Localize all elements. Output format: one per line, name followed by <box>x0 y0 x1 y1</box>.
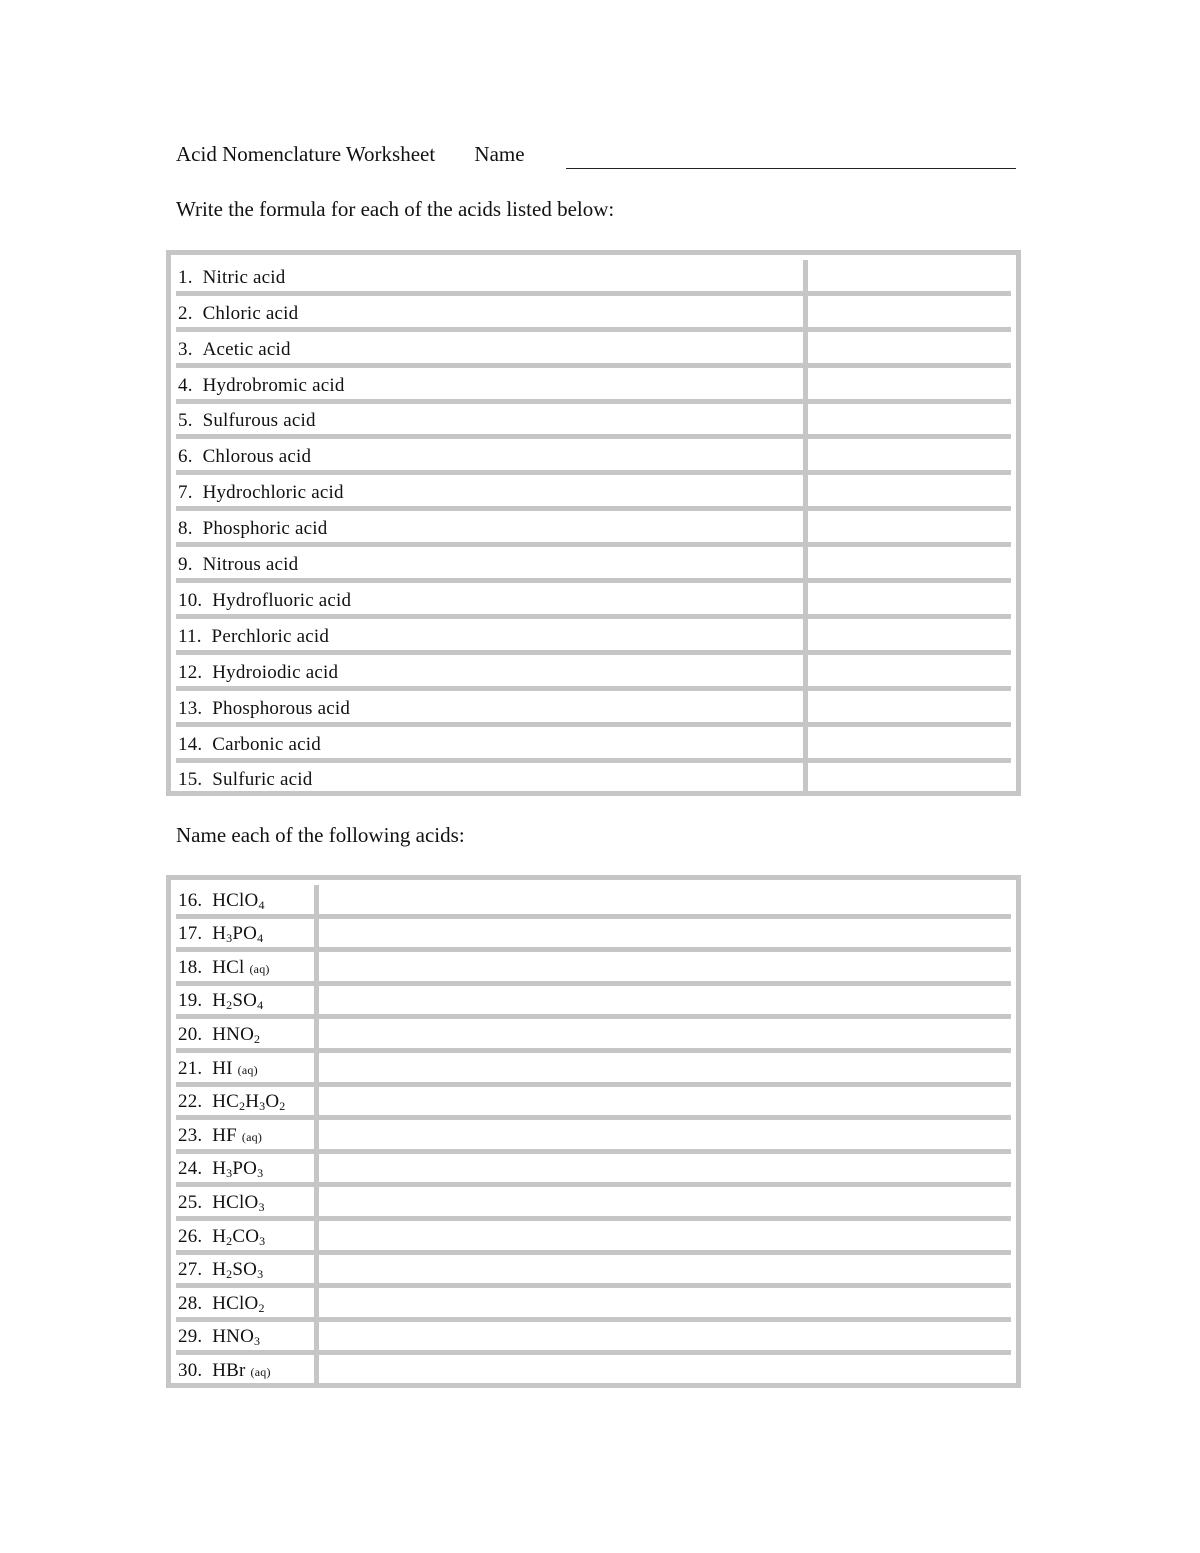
question-label <box>178 1293 265 1315</box>
table-row <box>176 919 1011 953</box>
formula-answer-cell[interactable] <box>808 296 1011 327</box>
acid-name: Sulfurous acid <box>202 410 316 432</box>
acid-formula: $HNO_2$ <box>212 1023 261 1046</box>
acid-name: Nitrous acid <box>202 554 299 576</box>
question-number: 28. <box>178 1292 213 1314</box>
table-row <box>176 1221 1011 1255</box>
question-label <box>178 1091 286 1113</box>
table-row <box>176 1019 1011 1053</box>
acid-formula: $HC_2H_3O_2$ <box>212 1091 286 1114</box>
formula-answer-cell[interactable] <box>808 727 1011 758</box>
acid-name: Nitric acid <box>202 266 286 288</box>
table-row <box>176 1154 1011 1188</box>
acid-name: Hydrofluoric acid <box>212 589 352 611</box>
name-answer-cell[interactable] <box>319 1221 1011 1250</box>
question-label <box>178 1192 265 1214</box>
question-number: 22. <box>178 1091 213 1113</box>
question-label <box>178 446 311 468</box>
table-row <box>176 986 1011 1020</box>
name-answer-cell[interactable] <box>319 1120 1011 1149</box>
section2-instruction: Name each of the following acids: <box>176 823 465 847</box>
table-row <box>176 885 1011 919</box>
table-row <box>176 655 1011 691</box>
question-number: 8. <box>178 518 203 540</box>
formula-answer-cell[interactable] <box>808 763 1011 794</box>
question-number: 20. <box>178 1023 213 1045</box>
name-answer-cell[interactable] <box>319 1355 1011 1384</box>
table-row <box>176 583 1011 619</box>
question-number: 17. <box>178 923 213 945</box>
name-answer-cell[interactable] <box>319 1087 1011 1116</box>
formula-answer-cell[interactable] <box>808 404 1011 435</box>
table-row <box>176 547 1011 583</box>
acid-formula: $H_3PO_3$ <box>212 1158 264 1181</box>
question-number: 11. <box>178 625 212 647</box>
worksheet-title: Acid Nomenclature Worksheet <box>176 142 436 166</box>
question-label <box>178 734 321 756</box>
table-row <box>176 368 1011 404</box>
acid-name: Hydrochloric acid <box>202 482 344 504</box>
table-row <box>176 1053 1011 1087</box>
table-row <box>176 763 1011 799</box>
acid-formula: $HNO_3$ <box>212 1326 261 1349</box>
acid-name: Phosphoric acid <box>202 518 328 540</box>
question-label <box>178 1024 260 1046</box>
question-label <box>178 990 263 1012</box>
question-label <box>178 482 344 504</box>
question-number: 30. <box>178 1359 213 1381</box>
acid-name: Phosphorous acid <box>212 697 351 719</box>
acid-name: Sulfuric acid <box>212 769 313 791</box>
name-answer-cell[interactable] <box>319 1187 1011 1216</box>
question-label <box>178 769 312 791</box>
acid-name: Hydroiodic acid <box>212 661 339 683</box>
question-number: 9. <box>178 554 203 576</box>
table-row <box>176 952 1011 986</box>
question-label <box>178 626 329 648</box>
question-label <box>178 267 285 289</box>
question-number: 7. <box>178 482 203 504</box>
table-row <box>176 1255 1011 1289</box>
question-label <box>178 590 351 612</box>
question-label <box>178 890 265 912</box>
table-row <box>176 260 1011 296</box>
acid-formula: HBr (aq) <box>212 1359 271 1381</box>
table-row <box>176 404 1011 440</box>
question-label <box>178 410 316 432</box>
column-divider <box>314 885 319 1384</box>
question-label <box>178 1360 271 1382</box>
name-table <box>166 875 1021 1388</box>
question-number: 29. <box>178 1326 213 1348</box>
table-row <box>176 332 1011 368</box>
acid-formula: $H_2CO_3$ <box>212 1225 266 1248</box>
question-label <box>178 1326 260 1348</box>
table-row <box>176 511 1011 547</box>
question-number: 19. <box>178 990 213 1012</box>
question-number: 10. <box>178 589 213 611</box>
name-answer-cell[interactable] <box>319 986 1011 1015</box>
table-row <box>176 691 1011 727</box>
formula-table <box>166 250 1021 796</box>
name-answer-cell[interactable] <box>319 919 1011 948</box>
formula-answer-cell[interactable] <box>808 583 1011 614</box>
section1-instruction: Write the formula for each of the acids listed below: <box>176 197 615 221</box>
acid-formula: HI (aq) <box>212 1057 258 1079</box>
question-label <box>178 957 270 979</box>
question-number: 27. <box>178 1259 213 1281</box>
acid-formula: HF (aq) <box>212 1124 263 1146</box>
table-row <box>176 475 1011 511</box>
table-row <box>176 296 1011 332</box>
formula-answer-cell[interactable] <box>808 332 1011 363</box>
question-label <box>178 662 338 684</box>
question-label <box>178 1158 263 1180</box>
formula-answer-cell[interactable] <box>808 655 1011 686</box>
acid-formula: $H_2SO_3$ <box>212 1259 264 1282</box>
question-number: 14. <box>178 733 213 755</box>
name-answer-cell[interactable] <box>319 1255 1011 1284</box>
question-number: 18. <box>178 956 213 978</box>
name-answer-cell[interactable] <box>319 1154 1011 1183</box>
formula-answer-cell[interactable] <box>808 511 1011 542</box>
formula-answer-cell[interactable] <box>808 440 1011 471</box>
table-row <box>176 727 1011 763</box>
table-row <box>176 1087 1011 1121</box>
question-label <box>178 303 298 325</box>
question-number: 16. <box>178 889 213 911</box>
acid-name: Chlorous acid <box>202 446 312 468</box>
question-label <box>178 375 345 397</box>
question-number: 3. <box>178 338 203 360</box>
question-label <box>178 518 327 540</box>
table-row <box>176 440 1011 476</box>
formula-answer-cell[interactable] <box>808 368 1011 399</box>
acid-name: Acetic acid <box>202 338 291 360</box>
name-answer-cell[interactable] <box>319 1322 1011 1351</box>
question-number: 5. <box>178 410 203 432</box>
question-number: 25. <box>178 1191 213 1213</box>
question-label <box>178 1226 265 1248</box>
name-field-line[interactable] <box>566 168 1016 169</box>
acid-formula: $H_2SO_4$ <box>212 990 264 1013</box>
acid-name: Perchloric acid <box>211 625 330 647</box>
formula-answer-cell[interactable] <box>808 619 1011 650</box>
question-label <box>178 923 263 945</box>
acid-formula: HClO$_4$ <box>212 889 265 912</box>
acid-name: Carbonic acid <box>212 733 321 755</box>
question-number: 6. <box>178 446 203 468</box>
column-divider <box>803 260 808 794</box>
acid-name: Hydrobromic acid <box>202 374 345 396</box>
question-label <box>178 698 350 720</box>
question-label <box>178 1125 262 1147</box>
question-number: 1. <box>178 266 203 288</box>
question-number: 2. <box>178 302 203 324</box>
table-row <box>176 1187 1011 1221</box>
name-answer-cell[interactable] <box>319 952 1011 981</box>
question-number: 12. <box>178 661 213 683</box>
formula-answer-cell[interactable] <box>808 547 1011 578</box>
table-row <box>176 619 1011 655</box>
name-answer-cell[interactable] <box>319 1053 1011 1082</box>
acid-name: Chloric acid <box>202 302 299 324</box>
question-number: 13. <box>178 697 213 719</box>
acid-formula: HCl (aq) <box>212 956 270 978</box>
name-answer-cell[interactable] <box>319 1288 1011 1317</box>
name-answer-cell[interactable] <box>319 885 1011 914</box>
question-number: 24. <box>178 1158 213 1180</box>
question-label <box>178 554 298 576</box>
question-number: 21. <box>178 1057 213 1079</box>
question-label <box>178 339 291 361</box>
table-row <box>176 1288 1011 1322</box>
acid-formula: HClO$_2$ <box>212 1292 265 1315</box>
acid-formula: HClO$_3$ <box>212 1191 265 1214</box>
table-row <box>176 1355 1011 1389</box>
formula-answer-cell[interactable] <box>808 691 1011 722</box>
table-row <box>176 1120 1011 1154</box>
table-row <box>176 1322 1011 1356</box>
question-number: 4. <box>178 374 203 396</box>
formula-answer-cell[interactable] <box>808 260 1011 291</box>
formula-answer-cell[interactable] <box>808 475 1011 506</box>
question-label <box>178 1259 263 1281</box>
worksheet-header <box>176 142 525 167</box>
question-number: 15. <box>178 769 213 791</box>
question-label <box>178 1058 258 1080</box>
name-label: Name <box>474 142 525 166</box>
question-number: 23. <box>178 1124 213 1146</box>
question-number: 26. <box>178 1225 213 1247</box>
name-answer-cell[interactable] <box>319 1019 1011 1048</box>
acid-formula: $H_3PO_4$ <box>212 923 264 946</box>
